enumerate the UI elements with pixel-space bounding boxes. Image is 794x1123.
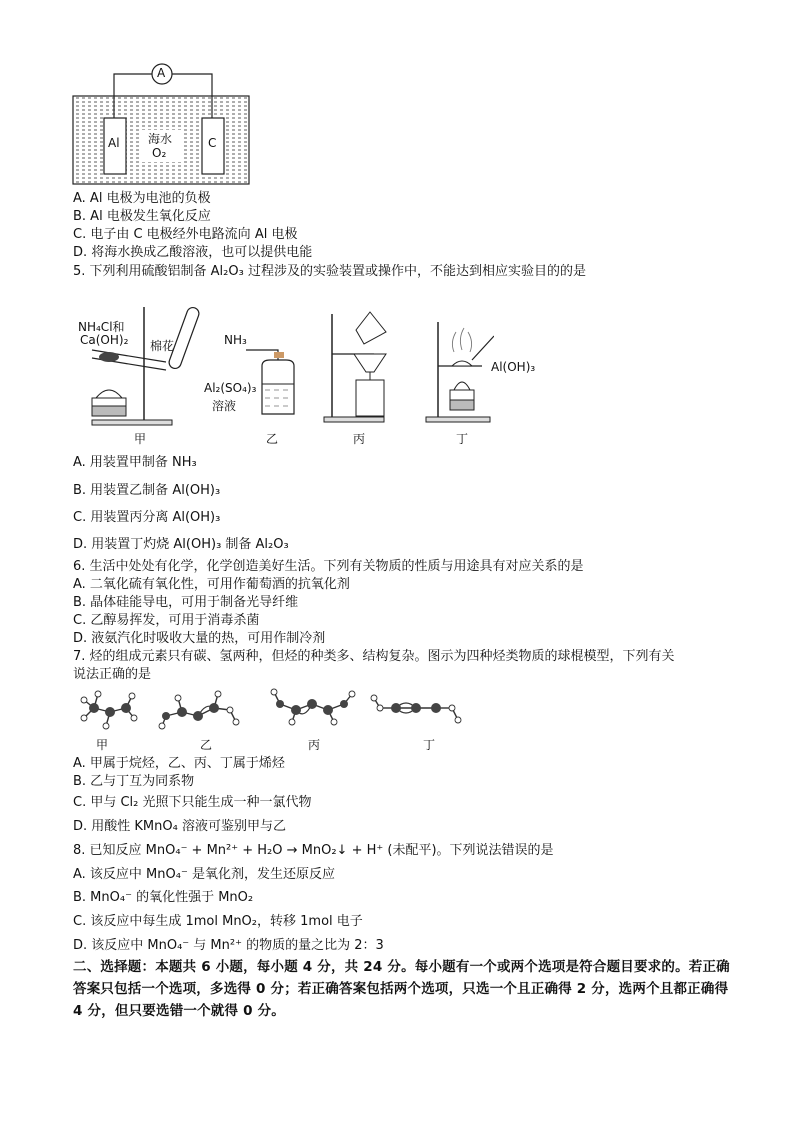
q8-option-d: D. 该反应中 MnO₄⁻ 与 Mn²⁺ 的物质的量之比为 2：3	[73, 938, 384, 953]
q7-option-d: D. 用酸性 KMnO₄ 溶液可鉴别甲与乙	[73, 819, 286, 834]
electrolyte-label: 海水	[148, 132, 173, 146]
q8-option-c: C. 该反应中每生成 1mol MnO₂，转移 1mol 电子	[73, 914, 363, 929]
cotton-label: 棉花	[150, 339, 175, 353]
q7-stem-line2: 说法正确的是	[73, 667, 152, 682]
q6-option-b: B. 晶体硅能导电，可用于制备光导纤维	[73, 595, 299, 610]
galvanic-cell-figure	[70, 60, 270, 188]
q4-option-a: A. Al 电极为电池的负极	[73, 191, 211, 206]
q4-option-b: B. Al 电极发生氧化反应	[73, 209, 211, 224]
model-caption-ding: 丁	[423, 738, 436, 752]
model-caption-bing: 丙	[308, 738, 321, 752]
ball-stick-models-figure	[74, 686, 474, 736]
ammeter-label: A	[157, 66, 166, 80]
q6-option-c: C. 乙醇易挥发，可用于消毒杀菌	[73, 613, 260, 628]
q8-option-b: B. MnO₄⁻ 的氧化性强于 MnO₂	[73, 890, 254, 905]
q5-stem: 5. 下列利用硫酸铝制备 Al₂O₃ 过程涉及的实验装置或操作中，不能达到相应实验目的的是	[73, 264, 586, 279]
q7-stem-line1: 7. 烃的组成元素只有碳、氢两种，但烃的种类多、结构复杂。图示为四种烃类物质的球棍模型，下列有关	[73, 649, 675, 664]
apparatus-figure	[74, 302, 494, 432]
nh3-label: NH₃	[224, 333, 247, 347]
al-electrode-label: Al	[108, 136, 120, 150]
model-caption-jia: 甲	[96, 738, 109, 752]
q5-option-c: C. 用装置丙分离 Al(OH)₃	[73, 510, 221, 525]
solution-label-1: Al₂(SO₄)₃	[204, 381, 257, 395]
q5-option-a: A. 用装置甲制备 NH₃	[73, 455, 197, 470]
q7-option-c: C. 甲与 Cl₂ 光照下只能生成一种一氯代物	[73, 795, 312, 810]
oxygen-label: O₂	[152, 146, 167, 160]
q5-option-b: B. 用装置乙制备 Al(OH)₃	[73, 483, 221, 498]
q7-option-b: B. 乙与丁互为同系物	[73, 774, 195, 789]
q4-option-d: D. 将海水换成乙酸溶液，也可以提供电能	[73, 245, 313, 260]
q6-stem: 6. 生活中处处有化学，化学创造美好生活。下列有关物质的性质与用途具有对应关系的是	[73, 559, 584, 574]
apparatus-caption-jia: 甲	[134, 432, 147, 446]
q6-option-a: A. 二氧化硫有氧化性，可用作葡萄酒的抗氧化剂	[73, 577, 350, 592]
reagent-label-1: NH₄Cl和	[78, 320, 125, 334]
model-caption-yi: 乙	[200, 738, 213, 752]
c-electrode-label: C	[208, 136, 217, 150]
reagent-label-2: Ca(OH)₂	[80, 333, 129, 347]
q5-option-d: D. 用装置丁灼烧 Al(OH)₃ 制备 Al₂O₃	[73, 537, 289, 552]
apparatus-caption-ding: 丁	[456, 432, 469, 446]
q4-option-c: C. 电子由 C 电极经外电路流向 Al 电极	[73, 227, 298, 242]
aloh3-label: Al(OH)₃	[491, 360, 536, 374]
q6-option-d: D. 液氨汽化时吸收大量的热，可用作制冷剂	[73, 631, 326, 646]
q8-option-a: A. 该反应中 MnO₄⁻ 是氧化剂，发生还原反应	[73, 867, 335, 882]
q8-stem: 8. 已知反应 MnO₄⁻ + Mn²⁺ + H₂O → MnO₂↓ + H⁺ (未配平)。下列说法错误的是	[73, 843, 554, 858]
section2-instructions: 二、选择题：本题共 6 小题，每小题 4 分，共 24 分。每小题有一个或两个选项是符合题目要求的。若正确答案只包括一个选项，多选得 0 分；若正确答案包括两个选项，只选一个且正确得 2 分，选两个且都正确得 4 分，但只要选错一个就得 0 分。	[73, 959, 730, 1019]
apparatus-caption-yi: 乙	[266, 432, 279, 446]
apparatus-caption-bing: 丙	[353, 432, 366, 446]
q7-option-a: A. 甲属于烷烃，乙、丙、丁属于烯烃	[73, 756, 285, 771]
solution-label-2: 溶液	[212, 399, 237, 413]
